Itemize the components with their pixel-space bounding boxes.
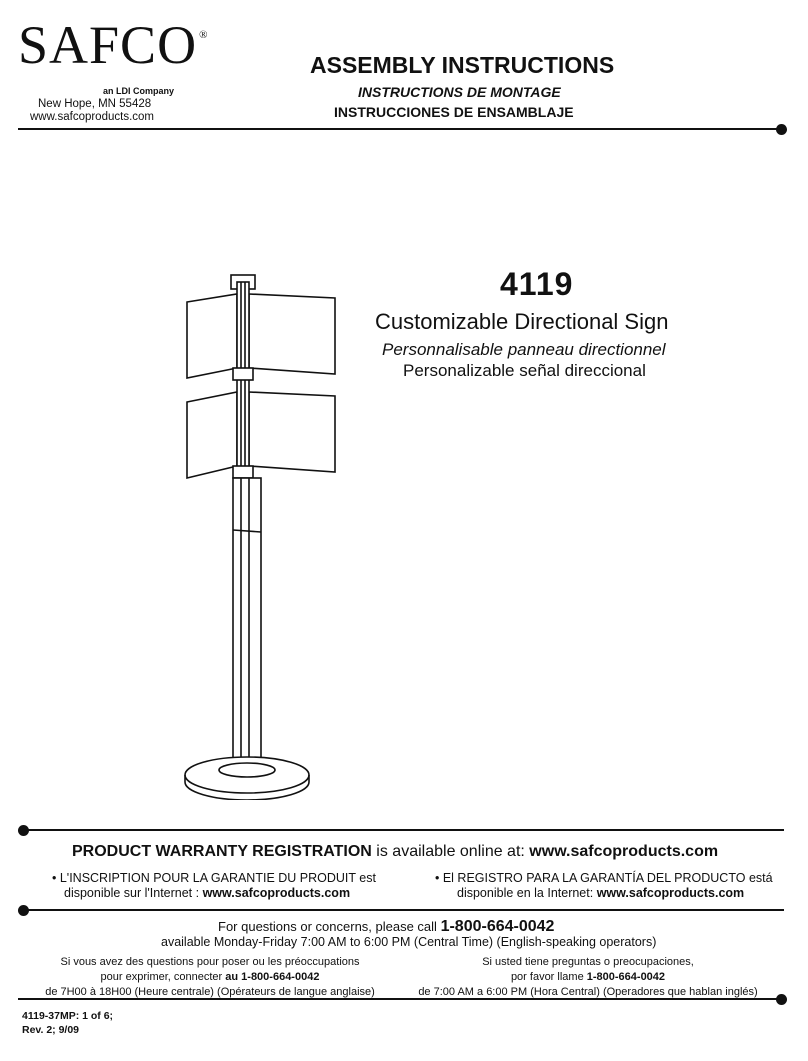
contact-es-line3: de 7:00 AM a 6:00 PM (Hora Central) (Operadores que hablan inglés)	[418, 986, 758, 998]
document-number: 4119-37MP: 1 of 6;	[22, 1010, 114, 1022]
document-footer	[22, 1009, 113, 1037]
contact-phone[interactable]: 1-800-664-0042	[440, 918, 555, 935]
product-illustration	[175, 270, 345, 800]
warranty-fr-url[interactable]: www.safcoproducts.com	[202, 886, 351, 900]
safco-logo	[18, 15, 209, 75]
contact-spanish	[408, 955, 768, 1000]
footer-rule	[18, 998, 780, 1000]
product-name-spanish: Personalizable señal direccional	[403, 361, 646, 380]
warranty-es-line2: disponible en la Internet:	[457, 886, 597, 900]
contact-fr-line3: de 7H00 à 18H00 (Heure centrale) (Opérateurs de langue anglaise)	[45, 986, 375, 998]
contact-rule	[22, 909, 784, 911]
warranty-mid: is available online at:	[371, 843, 530, 860]
warranty-lead: PRODUCT WARRANTY REGISTRATION	[72, 843, 372, 860]
footer-rule-dot	[776, 994, 787, 1005]
document-revision: Rev. 2; 9/09	[22, 1024, 80, 1036]
contact-french	[25, 955, 395, 1000]
contact-fr-line2a: pour exprimer, connecter	[100, 971, 226, 983]
warranty-french	[52, 871, 376, 901]
contact-es-phone[interactable]: 1-800-664-0042	[586, 971, 666, 983]
warranty-spanish	[435, 871, 773, 901]
title-spanish: INSTRUCCIONES DE ENSAMBLAJE	[334, 104, 574, 120]
ldi-company: an LDI Company	[103, 86, 175, 96]
contact-fr-phone[interactable]: au 1-800-664-0042	[225, 971, 320, 983]
registered-mark: ®	[199, 29, 209, 41]
warranty-es-url[interactable]: www.safcoproducts.com	[596, 886, 745, 900]
title-french: INSTRUCTIONS DE MONTAGE	[358, 84, 561, 100]
model-number: 4119	[500, 266, 574, 302]
warranty-registration	[72, 843, 718, 861]
contact-hours: available Monday-Friday 7:00 AM to 6:00 PM (Central Time) (English-speaking operators)	[161, 935, 657, 949]
header-rule-dot	[776, 124, 787, 135]
contact-fr-line1: Si vous avez des questions pour poser ou les préoccupations	[60, 956, 360, 968]
logo-text: SAFCO	[18, 15, 198, 75]
warranty-es-line1: • El REGISTRO PARA LA GARANTÍA DEL PRODUCTO está	[435, 871, 773, 885]
header-rule	[18, 128, 780, 130]
contact-es-line2a: por favor llame	[510, 971, 587, 983]
title-english: ASSEMBLY INSTRUCTIONS	[310, 52, 615, 78]
contact-es-line1: Si usted tiene preguntas o preocupaciones,	[482, 956, 694, 968]
company-address: New Hope, MN 55428	[38, 98, 152, 110]
warranty-fr-line1: • L'INSCRIPTION POUR LA GARANTIE DU PRODUIT est	[52, 871, 376, 885]
company-website: www.safcoproducts.com	[30, 111, 154, 123]
contact-lead: For questions or concerns, please call	[218, 919, 441, 934]
warranty-fr-line2: disponible sur l'Internet :	[64, 886, 203, 900]
product-name-french: Personnalisable panneau directionnel	[382, 340, 666, 359]
warranty-rule	[22, 829, 784, 831]
warranty-url[interactable]: www.safcoproducts.com	[529, 843, 719, 860]
product-name-english: Customizable Directional Sign	[375, 309, 669, 334]
contact-line	[218, 918, 554, 936]
